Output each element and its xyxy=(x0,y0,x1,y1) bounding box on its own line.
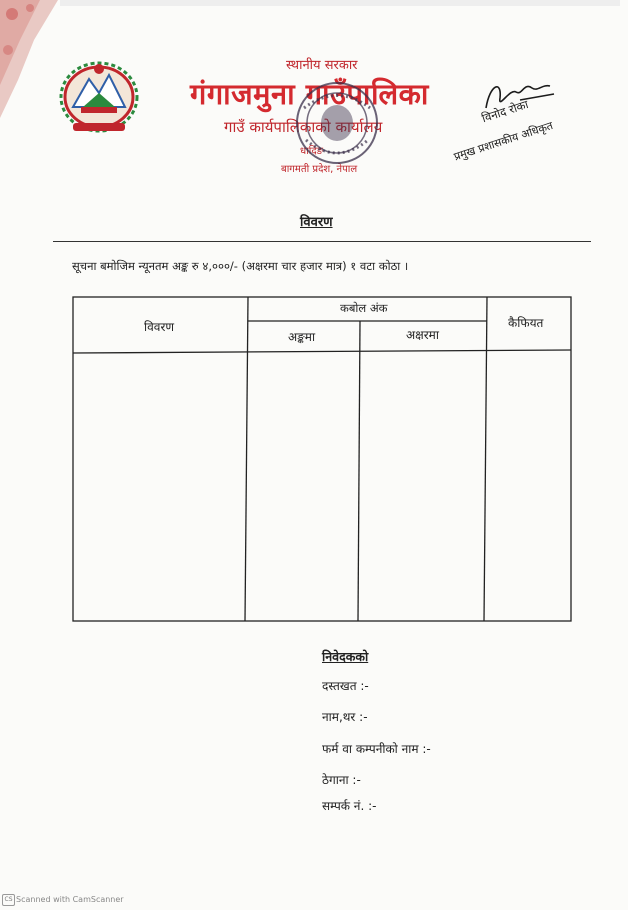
signatory-name: विनोद रोका xyxy=(480,97,530,126)
office-name: गाउँ कार्यपालिकाको कार्यालय xyxy=(224,118,383,136)
col-description-header: विवरण xyxy=(144,320,175,334)
signatory-title: प्रमुख प्रशासकीय अधिकृत xyxy=(452,119,555,164)
scanner-watermark: Scanned with CamScanner xyxy=(16,895,124,904)
signature-field-label: दस्तखत :- xyxy=(322,679,369,693)
table-grid-lines xyxy=(72,296,572,622)
applicant-heading: निवेदकको xyxy=(322,649,369,664)
col-in-words-header: अक्षरमा xyxy=(406,328,439,342)
horizontal-rule xyxy=(53,241,591,242)
camscanner-logo-icon: CS xyxy=(2,894,15,906)
scan-edge xyxy=(60,0,620,6)
nepal-emblem-logo xyxy=(53,57,145,139)
section-title: विवरण xyxy=(300,215,333,230)
col-in-figures-header: अङ्कमा xyxy=(288,330,316,344)
notice-text: सूचना बमोजिम न्यूनतम अङ्क रु ४,०००/- (अक्षरमा चार हजार मात्र) १ वटा कोठा । xyxy=(72,259,409,273)
local-government-label: स्थानीय सरकार xyxy=(286,58,358,73)
decorative-corner-border xyxy=(0,0,58,120)
bid-table xyxy=(72,296,572,622)
address-field-label: ठेगाना :- xyxy=(322,773,361,787)
province-address: बागमती प्रदेश, नेपाल xyxy=(281,164,358,175)
official-stamp xyxy=(292,78,382,168)
col-remarks-header: कैफियत xyxy=(508,316,544,330)
district-label: धादिङ xyxy=(300,146,324,157)
col-bid-amount-header: कबोल अंक xyxy=(340,301,388,315)
contact-field-label: सम्पर्क नं. :- xyxy=(322,799,377,813)
municipality-name: गंगाजमुना गाउँपालिका xyxy=(190,77,429,111)
name-field-label: नाम,थर :- xyxy=(322,710,368,724)
firm-name-field-label: फर्म वा कम्पनीको नाम :- xyxy=(322,742,431,756)
